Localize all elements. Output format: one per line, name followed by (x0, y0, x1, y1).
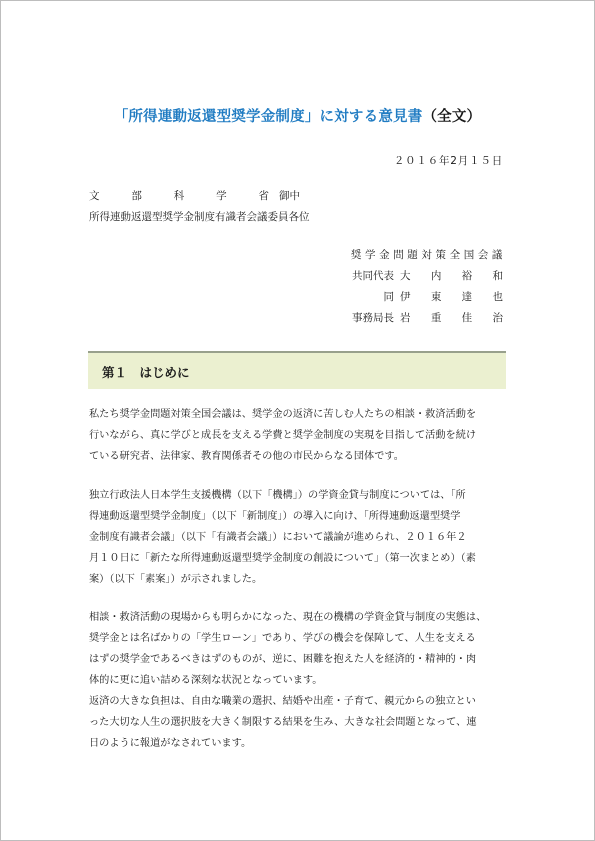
addressee-char: 部 (131, 190, 142, 202)
addressee-char: 文 (89, 190, 100, 202)
sender-row (338, 268, 503, 283)
document-title-main: 「所得連動返還型奨学金制度」に対する意見書 (113, 109, 423, 125)
addressee-ministry (89, 188, 300, 203)
sender-name (398, 310, 503, 325)
sender-name-char: 佳 (461, 312, 473, 324)
paragraph-line: 独立行政法人日本学生支援機構（以下「機構」）の学資金貸与制度については、「所 (89, 490, 466, 501)
addressee-honorific: 御中 (279, 190, 300, 202)
paragraph (89, 485, 509, 590)
paragraph-line: 体的に更に追い詰める深刻な状況となっています。 (89, 675, 323, 686)
addressee-char: 科 (173, 190, 185, 202)
sender-name-char: 岩 (400, 312, 411, 324)
document-date: ２０１６年2月１５日 (393, 155, 503, 167)
sender-name-char: 伊 (400, 291, 411, 303)
sender-name (398, 268, 503, 283)
sender-name-char: 治 (492, 312, 503, 324)
sender-name-char: 也 (492, 291, 503, 303)
sender-role: 同 (383, 291, 394, 303)
paragraph-line: 月１０日に「新たな所得連動返還型奨学金制度の創設について」（第一次まとめ）（素 (89, 553, 476, 564)
document-title (1, 105, 594, 126)
sender-name-char: 内 (430, 270, 442, 282)
document-title-suffix: （全文） (422, 109, 482, 125)
paragraph-line: 私たち奨学金問題対策全国会議は、奨学金の返済に苦しむ人たちの相談・救済活動を (89, 409, 477, 420)
sender-name-char: 和 (492, 270, 503, 282)
paragraph-line: 金制度有識者会議」（以下「有識者会議」）において議論が進められ、２０１６年２ (89, 532, 467, 543)
paragraph-line: った大切な人生の選択肢を大きく制限する結果を生み、大きな社会問題となって、連 (89, 717, 477, 728)
sender-name-char: 東 (430, 291, 442, 303)
sender-name-char: 達 (461, 291, 473, 303)
sender-organization: 奨学金問題対策全国会議 (350, 249, 506, 261)
paragraph-line: 返済の大きな負担は、自由な職業の選択、結婚や出産・子育て、親元からの独立とい (89, 696, 476, 707)
paragraph-line: 得連動返還型奨学金制度」（以下「新制度」）の導入に向け、「所得連動返還型奨学 (89, 511, 461, 522)
paragraph-line: 案）（以下「素案」）が示されました。 (89, 574, 263, 585)
addressee-char: 省 (258, 190, 269, 202)
paragraph-line: 奨学金とは名ばかりの「学生ローン」であり、学びの機会を保障して、人生を支える (89, 633, 476, 644)
section-heading: 第１ はじめに (102, 365, 190, 380)
addressee-char: 学 (216, 190, 227, 202)
paragraph-line: ている研究者、法律家、教育関係者その他の市民からなる団体です。 (89, 451, 404, 462)
sender-role: 共同代表 (352, 270, 394, 282)
sender-name-char: 大 (400, 270, 411, 282)
sender-row (338, 310, 503, 325)
paragraph-line: 相談・救済活動の現場からも明らかになった、現在の機構の学資金貸与制度の実態は、 (89, 612, 487, 623)
sender-role: 事務局長 (352, 312, 394, 324)
paragraph-line: 行いながら、真に学びと成長を支える学費と奨学金制度の実現を目指して活動を続け (89, 430, 477, 441)
section-heading-box (88, 351, 506, 389)
paragraph-line: はずの奨学金であるべきはずのものが、逆に、困難を抱えた人を経済的・精神的・肉 (89, 654, 477, 665)
paragraph (89, 607, 509, 754)
sender-name (398, 289, 503, 304)
sender-name-char: 重 (430, 312, 442, 324)
paragraph (89, 404, 509, 467)
paragraph-line: 日のように報道がなされています。 (89, 738, 252, 749)
addressee-committee: 所得連動返還型奨学金制度有識者会議委員各位 (89, 211, 310, 223)
addressee-ministry-name (89, 188, 269, 203)
sender-name-char: 裕 (461, 270, 473, 282)
sender-row (338, 289, 503, 304)
